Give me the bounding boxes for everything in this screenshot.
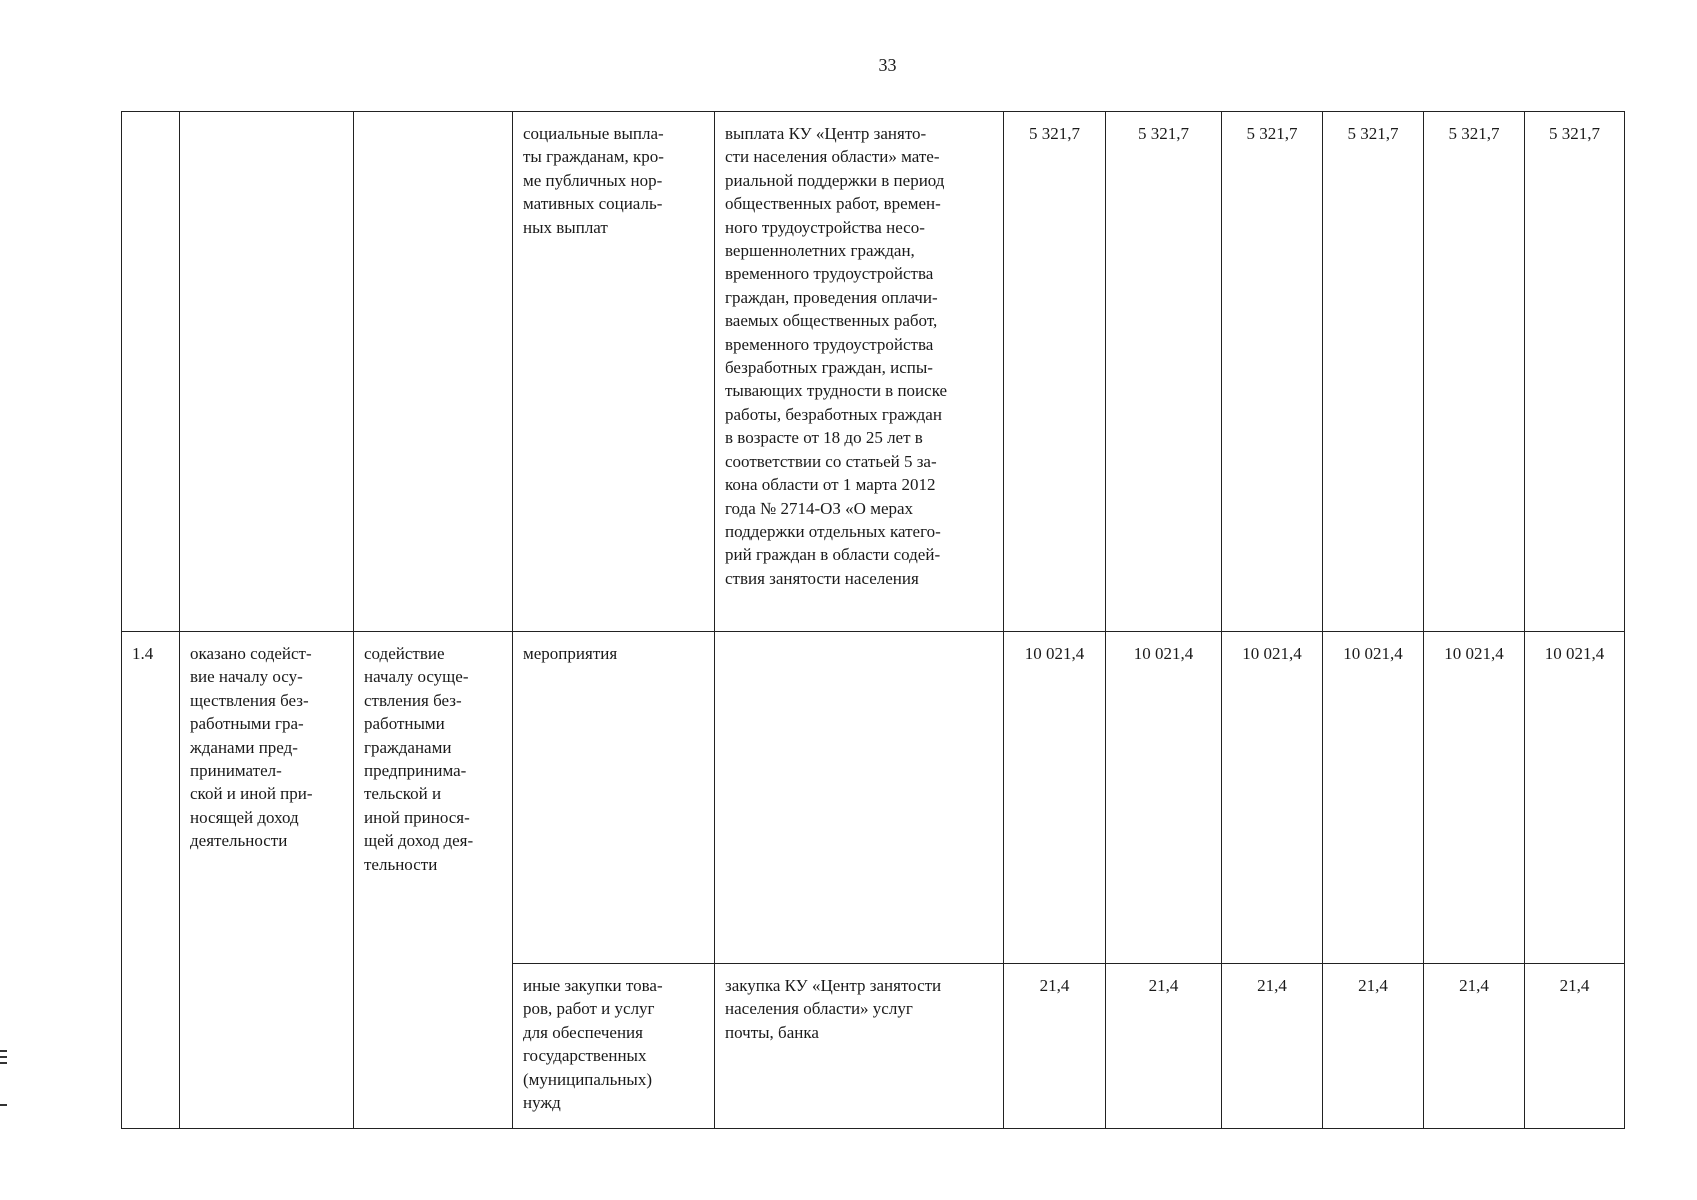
value-cell: 21,4 [1525, 964, 1625, 1129]
margin-tick [0, 1104, 7, 1106]
result-cell: оказано содейст- вие началу осу- ществления без- работными гра- жданами пред- принимател- ской и иной при- носящей доход деятельности [180, 632, 354, 1129]
expense-type-cell: социальные выпла- ты гражданам, кро- ме публичных нор- мативных социаль- ных выплат [513, 112, 715, 632]
table-row [122, 632, 1625, 964]
table-row [122, 112, 1625, 632]
expense-type-cell: мероприятия [513, 632, 715, 964]
description-cell [715, 632, 1004, 964]
result-cell [180, 112, 354, 632]
margin-tick [0, 1062, 7, 1064]
value-cell: 21,4 [1106, 964, 1222, 1129]
scan-margin-marks [0, 1050, 8, 1110]
description-cell: закупка КУ «Центр занятости населения области» услуг почты, банка [715, 964, 1004, 1129]
value-cell: 21,4 [1222, 964, 1323, 1129]
page-number: 33 [878, 55, 897, 75]
value-cell: 5 321,7 [1004, 112, 1106, 632]
row-number-cell [122, 112, 180, 632]
measure-cell: содействие началу осуще- ствления без- работными гражданами предпринима- тельской и иной принося- щей доход дея- тельности [354, 632, 513, 1129]
value-cell: 10 021,4 [1323, 632, 1424, 964]
description-cell: выплата КУ «Центр занято- сти населения области» мате- риальной поддержки в период общественных работ, времен- ного трудоустройства несо- вершеннолетних граждан, временного трудоустройства граждан, проведения оплачи- ваемых общественных работ, временного трудоустройства безработных граждан, испы- тывающих трудности в поиске работы, безработных граждан в возрасте от 18 до 25 лет в соответствии со статьей 5 за- кона области от 1 марта 2012 года № 2714-ОЗ «О мерах поддержки отдельных катего- рий граждан в области содей- ствия занятости населения [715, 112, 1004, 632]
value-cell: 5 321,7 [1525, 112, 1625, 632]
measure-cell [354, 112, 513, 632]
value-cell: 10 021,4 [1525, 632, 1625, 964]
value-cell: 5 321,7 [1106, 112, 1222, 632]
value-cell: 10 021,4 [1222, 632, 1323, 964]
budget-table [121, 111, 1625, 1129]
value-cell: 21,4 [1323, 964, 1424, 1129]
row-number-cell: 1.4 [122, 632, 180, 1129]
expense-type-cell: иные закупки това- ров, работ и услуг для обеспечения государственных (муниципальных) нужд [513, 964, 715, 1129]
value-cell: 10 021,4 [1106, 632, 1222, 964]
margin-tick [0, 1056, 7, 1058]
value-cell: 5 321,7 [1323, 112, 1424, 632]
margin-tick [0, 1050, 7, 1052]
value-cell: 10 021,4 [1424, 632, 1525, 964]
value-cell: 21,4 [1424, 964, 1525, 1129]
value-cell: 5 321,7 [1222, 112, 1323, 632]
value-cell: 21,4 [1004, 964, 1106, 1129]
value-cell: 10 021,4 [1004, 632, 1106, 964]
value-cell: 5 321,7 [1424, 112, 1525, 632]
